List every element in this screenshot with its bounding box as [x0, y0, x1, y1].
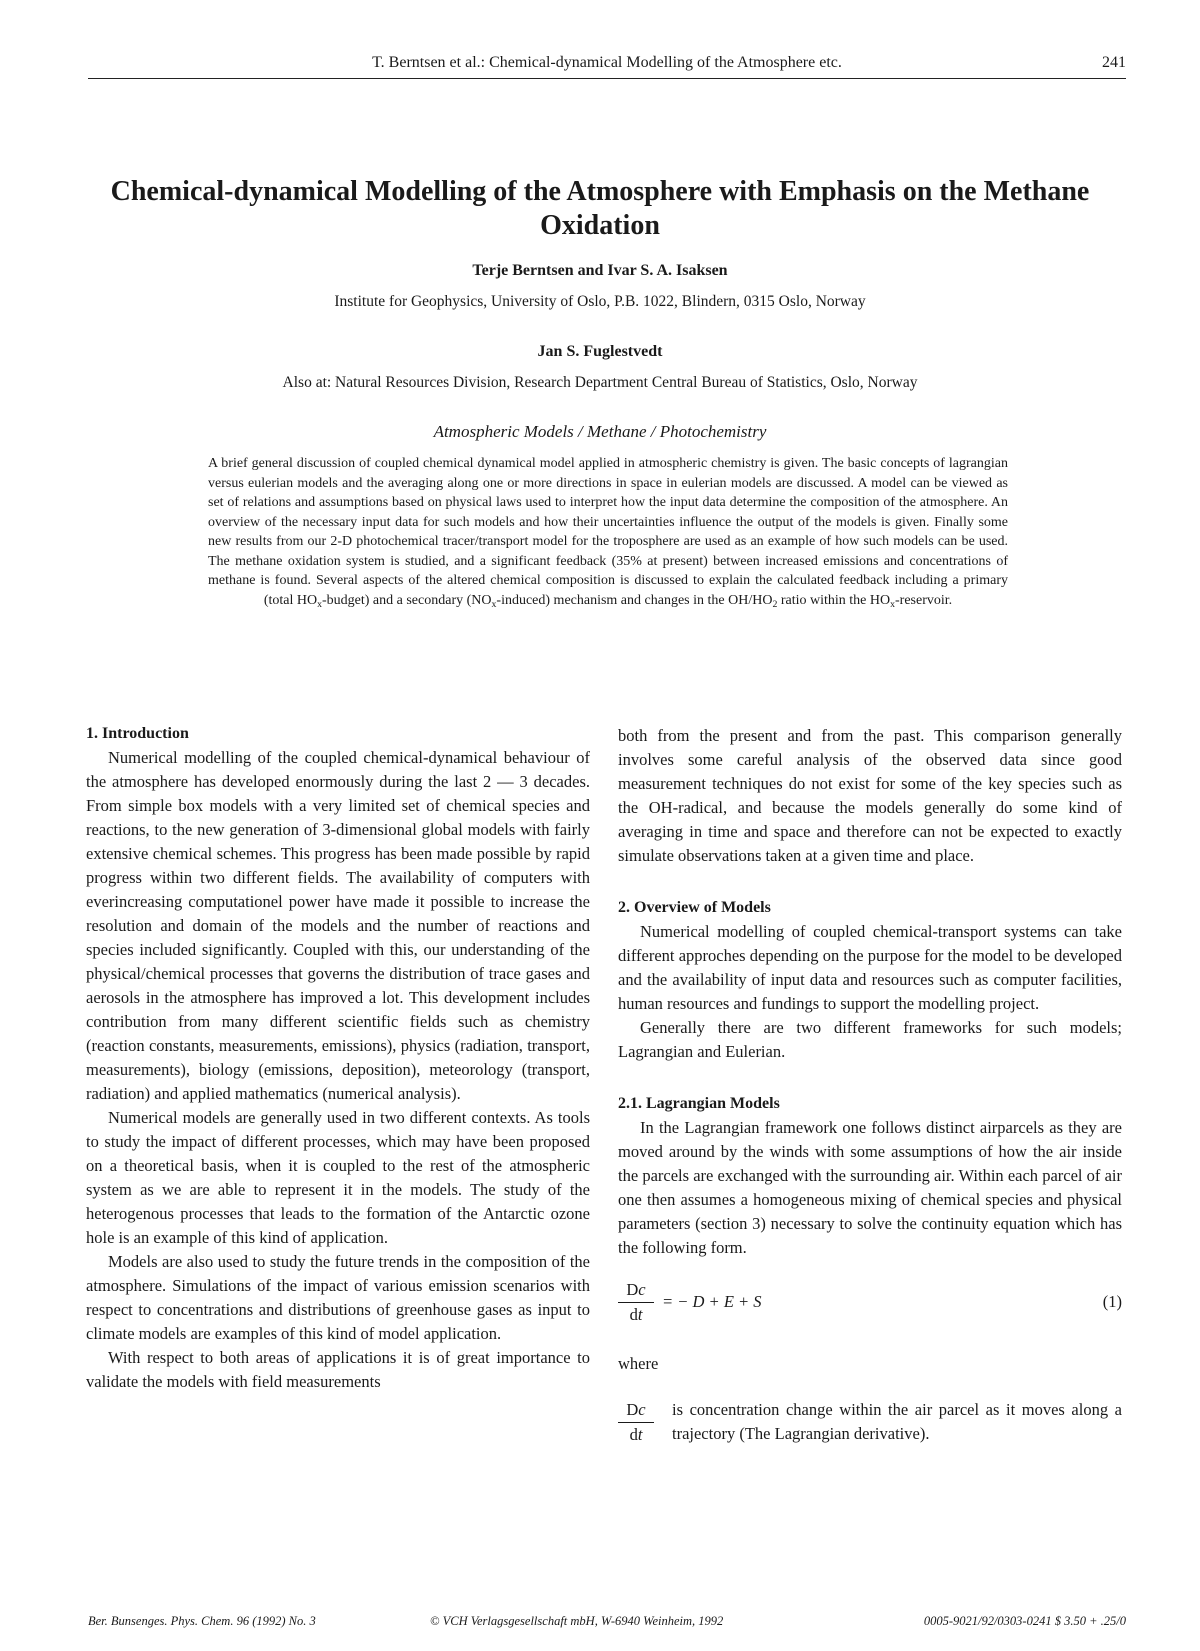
- footer-publisher: © VCH Verlagsgesellschaft mbH, W-6940 Weinheim, 1992: [430, 1614, 724, 1628]
- eq-den-d: d: [629, 1305, 638, 1324]
- page-number: 241: [1102, 54, 1126, 71]
- left-column: [86, 722, 590, 1394]
- section-heading-introduction: 1. Introduction: [86, 725, 189, 742]
- definition-row: [618, 1398, 1122, 1450]
- equation-1: [618, 1278, 1122, 1338]
- def-den-t: t: [637, 1425, 643, 1444]
- keywords: Atmospheric Models / Methane / Photochemistry: [433, 422, 767, 441]
- running-head-title: T. Berntsen et al.: Chemical-dynamical Modelling of the Atmosphere etc.: [372, 54, 842, 71]
- paragraph-overview-2: Generally there are two different frameworks for such models; Lagrangian and Eulerian.: [618, 1018, 1122, 1061]
- definition-text: is concentration change within the air parcel as it moves along a trajectory (The Lagrangian derivative).: [672, 1400, 1122, 1443]
- affiliation-secondary: Also at: Natural Resources Division, Research Department Central Bureau of Statistics, Oslo, Norway: [282, 374, 918, 391]
- paragraph-intro-3: Models are also used to study the future trends in the composition of the atmosphere. Simulations of the impact of various emission scenarios with respect to concentrations and distributions of greenhouse gases as input to climate models are examples of this kind of model application.: [86, 1252, 590, 1343]
- abstract: [208, 454, 1008, 610]
- abstract-sub-x3: x: [890, 598, 896, 610]
- abstract-text-1: A brief general discussion of coupled chemical dynamical model applied in atmospheric chemistry is given. The basic concepts of lagrangian versus eulerian models and the averaging along one or more directions in space in eulerian models are discussed. A model can be viewed as set of relations and assumptions based on physical laws used to interpret how the input data determine the composition of the atmosphere. An overview of the necessary input data for such models and how their uncertainties influence the output of the models is given. Finally some new results from our 2-D photochemical tracer/transport model for the troposphere are used as an example of how such models can be used. The methane oxidation system is studied, and a significant feedback (35% at present) between increased emissions and concentrations of methane is found. Several aspects of the altered chemical composition is discussed to explain the calculated feedback including a primary (total HO: [208, 456, 1008, 608]
- equation-fraction: [618, 1278, 654, 1327]
- paragraph-lagrangian: In the Lagrangian framework one follows distinct airparcels as they are moved around by the winds with some assumptions of how the air inside the parcels are exchanged with the surrounding air. Within each parcel of air one then assumes a homogeneous mixing of chemical species and physical parameters (section 3) necessary to solve the continuity equation which has the following form.: [618, 1118, 1122, 1257]
- paragraph-overview-1: Numerical modelling of coupled chemical-transport systems can take different approches depending on the purpose for the model to be developed and the availability of input data and resources such as computer facilities, human resources and fundings to support the modelling project.: [618, 922, 1122, 1013]
- eq-num-c: c: [638, 1280, 646, 1299]
- abstract-text-2: -budget) and a secondary (NO: [322, 592, 492, 608]
- equation-number: (1): [1102, 1292, 1122, 1311]
- definition-fraction: [618, 1398, 654, 1447]
- right-column: [618, 724, 1122, 1450]
- def-num-D: D: [626, 1400, 639, 1419]
- section-heading-overview: 2. Overview of Models: [618, 899, 771, 916]
- section-heading-lagrangian: 2.1. Lagrangian Models: [618, 1095, 780, 1112]
- abstract-sub-x2: x: [491, 598, 497, 610]
- paragraph-intro-4: With respect to both areas of applications it is of great importance to validate the models with field measurements: [86, 1348, 590, 1391]
- footer-journal: Ber. Bunsenges. Phys. Chem. 96 (1992) No. 3: [88, 1614, 316, 1628]
- abstract-text-3: -induced) mechanism and changes in the OH/HO: [496, 592, 773, 608]
- authors-secondary: Jan S. Fuglestvedt: [537, 343, 663, 360]
- affiliation-primary: Institute for Geophysics, University of Oslo, P.B. 1022, Blindern, 0315 Oslo, Norway: [334, 293, 866, 310]
- running-head: [88, 44, 1126, 79]
- def-num-c: c: [638, 1400, 646, 1419]
- eq-num-D: D: [626, 1280, 639, 1299]
- paragraph-continued: both from the present and from the past. This comparison generally involves some careful analysis of the observed data since good measurement techniques do not exist for some of the key species such as the OH-radical, and because the models generally do some kind of averaging in time and space and therefore can not be expected to exactly simulate observations taken at a given time and place.: [618, 726, 1122, 865]
- footer-code: 0005-9021/92/0303-0241 $ 3.50 + .25/0: [923, 1614, 1126, 1628]
- abstract-text-4: ratio within the HO: [777, 592, 891, 608]
- where-label: where: [618, 1354, 659, 1373]
- eq-den-t: t: [637, 1305, 643, 1324]
- paper-title: Chemical-dynamical Modelling of the Atmosphere with Emphasis on the Methane Oxidation: [110, 176, 1090, 241]
- abstract-text-5: -reservoir.: [895, 592, 953, 608]
- abstract-sub-x1: x: [317, 598, 322, 610]
- paragraph-intro-1: Numerical modelling of the coupled chemical-dynamical behaviour of the atmosphere has developed enormously during the last 2 — 3 decades. From simple box models with a very limited set of chemical species and reactions, to the new generation of 3-dimensional global models with fairly extensive chemical schemes. This progress has been made possible by rapid progress within two different fields. The availability of computers with everincreasing computationel power have made it possible to increase the resolution and domain of the models and the number of reactions and species included significantly. Coupled with this, our understanding of the physical/chemical processes that governs the distribution of trace gases and aerosols in the atmosphere has improved a lot. This development includes contribution from many different scientific fields such as chemistry (reaction constants, measurements, emissions), physics (radiation, transport, measurements), biology (emissions, deposition), meteorology (transport, radiation) and applied mathematics (numerical analysis).: [86, 748, 590, 1103]
- equation-rhs: = − D + E + S: [662, 1292, 762, 1311]
- def-den-d: d: [629, 1425, 638, 1444]
- abstract-sub-2: 2: [772, 598, 778, 610]
- paragraph-intro-2: Numerical models are generally used in two different contexts. As tools to study the impact of different processes, which may have been proposed on a theoretical basis, when it is coupled to the rest of the atmospheric system as we are able to represent it in the models. The study of the heterogenous processes that leads to the formation of the Antarctic ozone hole is an example of this kind of application.: [86, 1108, 590, 1247]
- authors-primary: Terje Berntsen and Ivar S. A. Isaksen: [472, 262, 728, 279]
